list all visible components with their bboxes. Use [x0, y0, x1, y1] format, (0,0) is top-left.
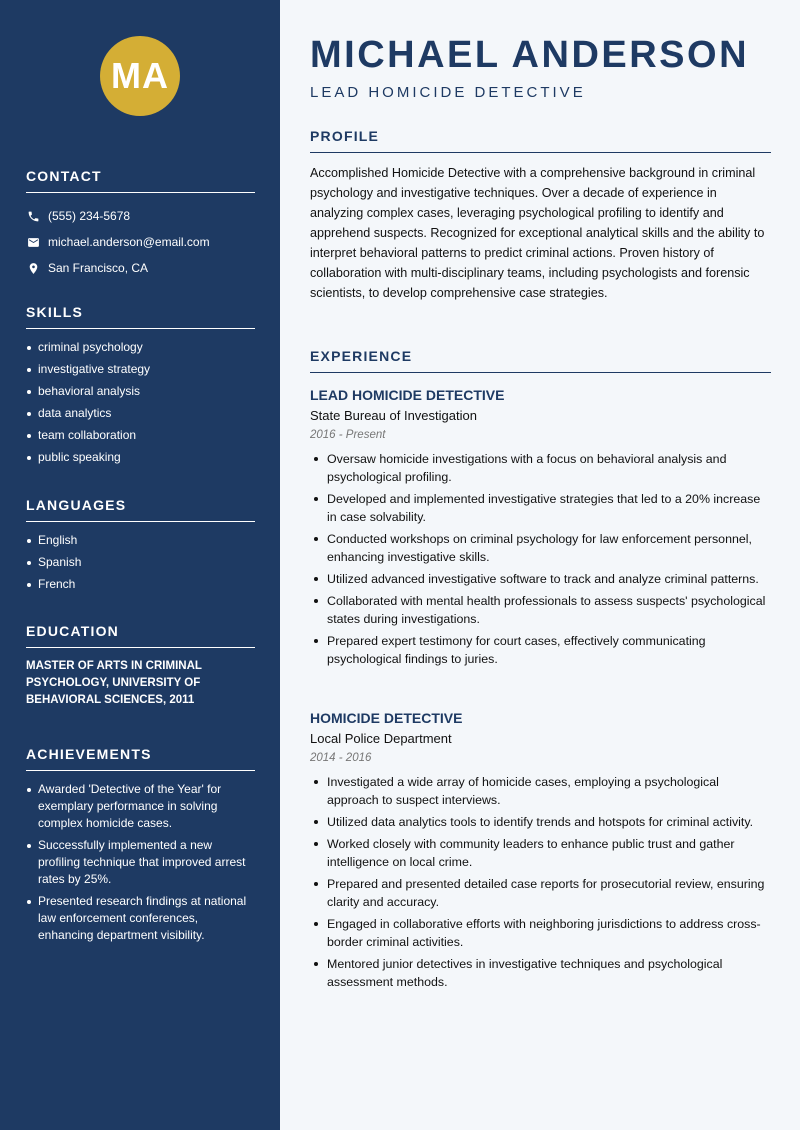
job-bullet: Mentored junior detectives in investigative techniques and psychological assessment methods. — [310, 955, 771, 991]
job-title: HOMICIDE DETECTIVE — [310, 710, 463, 726]
job-bullet: Prepared expert testimony for court cases, effectively communicating psychological findings to juries. — [310, 632, 771, 668]
job-dates: 2016 - Present — [310, 429, 386, 441]
candidate-title: LEAD HOMICIDE DETECTIVE — [310, 84, 586, 101]
achievement-item: Presented research findings at national law enforcement conferences, enhancing department visibility. — [26, 893, 255, 944]
profile-text: Accomplished Homicide Detective with a comprehensive background in criminal psychology and investigative techniques. Over a decade of experience in analyzing complex cases, leveraging psychological profiling to identify and apprehend suspects. Recognized for exceptional analytical skills and the ability to interpret behavioral patterns to predict criminal actions. Proven history of collaboration with multi-disciplinary teams, including psychologists and forensic scientists, to develop comprehensive case strategies. — [310, 166, 765, 300]
skills-section — [26, 304, 255, 471]
contact-section — [26, 168, 255, 281]
job-dates: 2014 - 2016 — [310, 752, 372, 764]
achievements-heading: ACHIEVEMENTS — [26, 746, 255, 771]
contact-heading: CONTACT — [26, 168, 255, 193]
achievement-item: Awarded 'Detective of the Year' for exemplary performance in solving complex homicide cases. — [26, 781, 255, 832]
job-bullet: Prepared and presented detailed case reports for prosecutorial review, ensuring clarity and accuracy. — [310, 875, 771, 911]
skills-heading: SKILLS — [26, 304, 255, 329]
skill-item: behavioral analysis — [26, 383, 255, 400]
job-company: State Bureau of Investigation — [310, 408, 477, 423]
location-text: San Francisco, CA — [48, 261, 149, 275]
location-pin-icon — [26, 261, 40, 275]
language-item: English — [26, 532, 255, 549]
sidebar — [0, 0, 280, 1130]
candidate-name: MICHAEL ANDERSON — [310, 34, 750, 76]
phone-icon — [26, 209, 40, 223]
education-degree: MASTER OF ARTS IN CRIMINAL PSYCHOLOGY, UNIVERSITY OF BEHAVIORAL SCIENCES, 2011 — [26, 660, 202, 706]
job-title: LEAD HOMICIDE DETECTIVE — [310, 387, 505, 403]
job-bullet: Investigated a wide array of homicide cases, employing a psychological approach to suspect interviews. — [310, 773, 771, 809]
skill-item: public speaking — [26, 449, 255, 466]
job-bullet: Conducted workshops on criminal psychology for law enforcement personnel, enhancing investigative skills. — [310, 530, 771, 566]
email-text: michael.anderson@email.com — [48, 235, 210, 249]
avatar: MA — [100, 36, 180, 116]
job-entry — [310, 710, 771, 995]
languages-section — [26, 497, 255, 598]
job-bullet: Oversaw homicide investigations with a focus on behavioral analysis and psychological profiling. — [310, 450, 771, 486]
job-bullet: Worked closely with community leaders to enhance public trust and gather intelligence on local crime. — [310, 835, 771, 871]
skill-item: investigative strategy — [26, 361, 255, 378]
skill-item: criminal psychology — [26, 339, 255, 356]
job-bullet: Utilized data analytics tools to identify trends and hotspots for criminal activity. — [310, 813, 771, 831]
job-bullet: Developed and implemented investigative strategies that led to a 20% increase in case solvability. — [310, 490, 771, 526]
contact-email — [26, 229, 255, 255]
phone-text: (555) 234-5678 — [48, 209, 131, 223]
job-company: Local Police Department — [310, 731, 452, 746]
education-section — [26, 623, 255, 709]
achievements-section — [26, 746, 255, 949]
experience-heading: EXPERIENCE — [310, 348, 771, 373]
language-item: Spanish — [26, 554, 255, 571]
job-bullet: Collaborated with mental health professionals to assess suspects' psychological states during investigations. — [310, 592, 771, 628]
education-heading: EDUCATION — [26, 623, 255, 648]
languages-heading: LANGUAGES — [26, 497, 255, 522]
language-item: French — [26, 576, 255, 593]
mail-icon — [26, 235, 40, 249]
achievement-item: Successfully implemented a new profiling technique that improved arrest rates by 25%. — [26, 837, 255, 888]
profile-heading: PROFILE — [310, 128, 771, 153]
job-bullet: Engaged in collaborative efforts with neighboring jurisdictions to address cross-border criminal activities. — [310, 915, 771, 951]
skill-item: team collaboration — [26, 427, 255, 444]
contact-phone — [26, 203, 255, 229]
contact-location — [26, 255, 255, 281]
job-bullet: Utilized advanced investigative software to track and analyze criminal patterns. — [310, 570, 771, 588]
skill-item: data analytics — [26, 405, 255, 422]
job-entry — [310, 387, 771, 672]
